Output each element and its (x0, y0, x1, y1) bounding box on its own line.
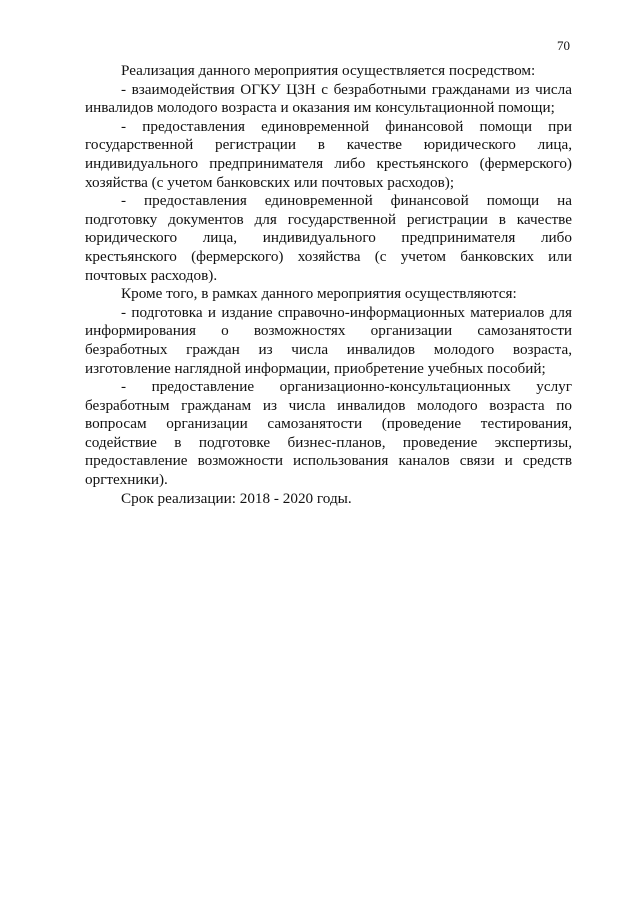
paragraph-interaction: - взаимодействия ОГКУ ЦЗН с безработными гражданами из числа инвалидов молодого возраста и оказания им консультационной помощи; (85, 80, 572, 117)
document-body (85, 62, 572, 508)
paragraph-additional-activities: Кроме того, в рамках данного мероприятия осуществляются: (121, 285, 517, 303)
paragraph-materials-preparation: - подготовка и издание справочно-информационных материалов для информирования о возможностях организации самозанятости безработных граждан из числа инвалидов молодого возраста, изготовление наглядной информации, приобретение учебных пособий; (85, 303, 572, 377)
paragraph-registration-assistance: - предоставления единовременной финансовой помощи при государственной регистрации в качестве юридического лица, индивидуального предпринимателя либо крестьянского (фермерского) хозяйства (с учетом банковских или почтовых расходов); (85, 117, 572, 191)
paragraph-implementation-period: Срок реализации: 2018 - 2020 годы. (121, 489, 352, 507)
paragraph-consulting-services: - предоставление организационно-консультационных услуг безработным гражданам из числа инвалидов молодого возраста по вопросам организации самозанятости (проведение тестирования, содействие в подготовке бизнес-планов, проведение экспертизы, предоставление возможности использования каналов связи и средств оргтехники). (85, 378, 572, 489)
paragraph-document-preparation-assistance: - предоставления единовременной финансовой помощи на подготовку документов для государственной регистрации в качестве юридического лица, индивидуального предпринимателя либо крестьянского (фермерского) хозяйства (с учетом банковских или почтовых расходов). (85, 192, 572, 284)
page-number: 70 (557, 38, 570, 53)
paragraph-intro: Реализация данного мероприятия осуществляется посредством: (121, 62, 536, 79)
